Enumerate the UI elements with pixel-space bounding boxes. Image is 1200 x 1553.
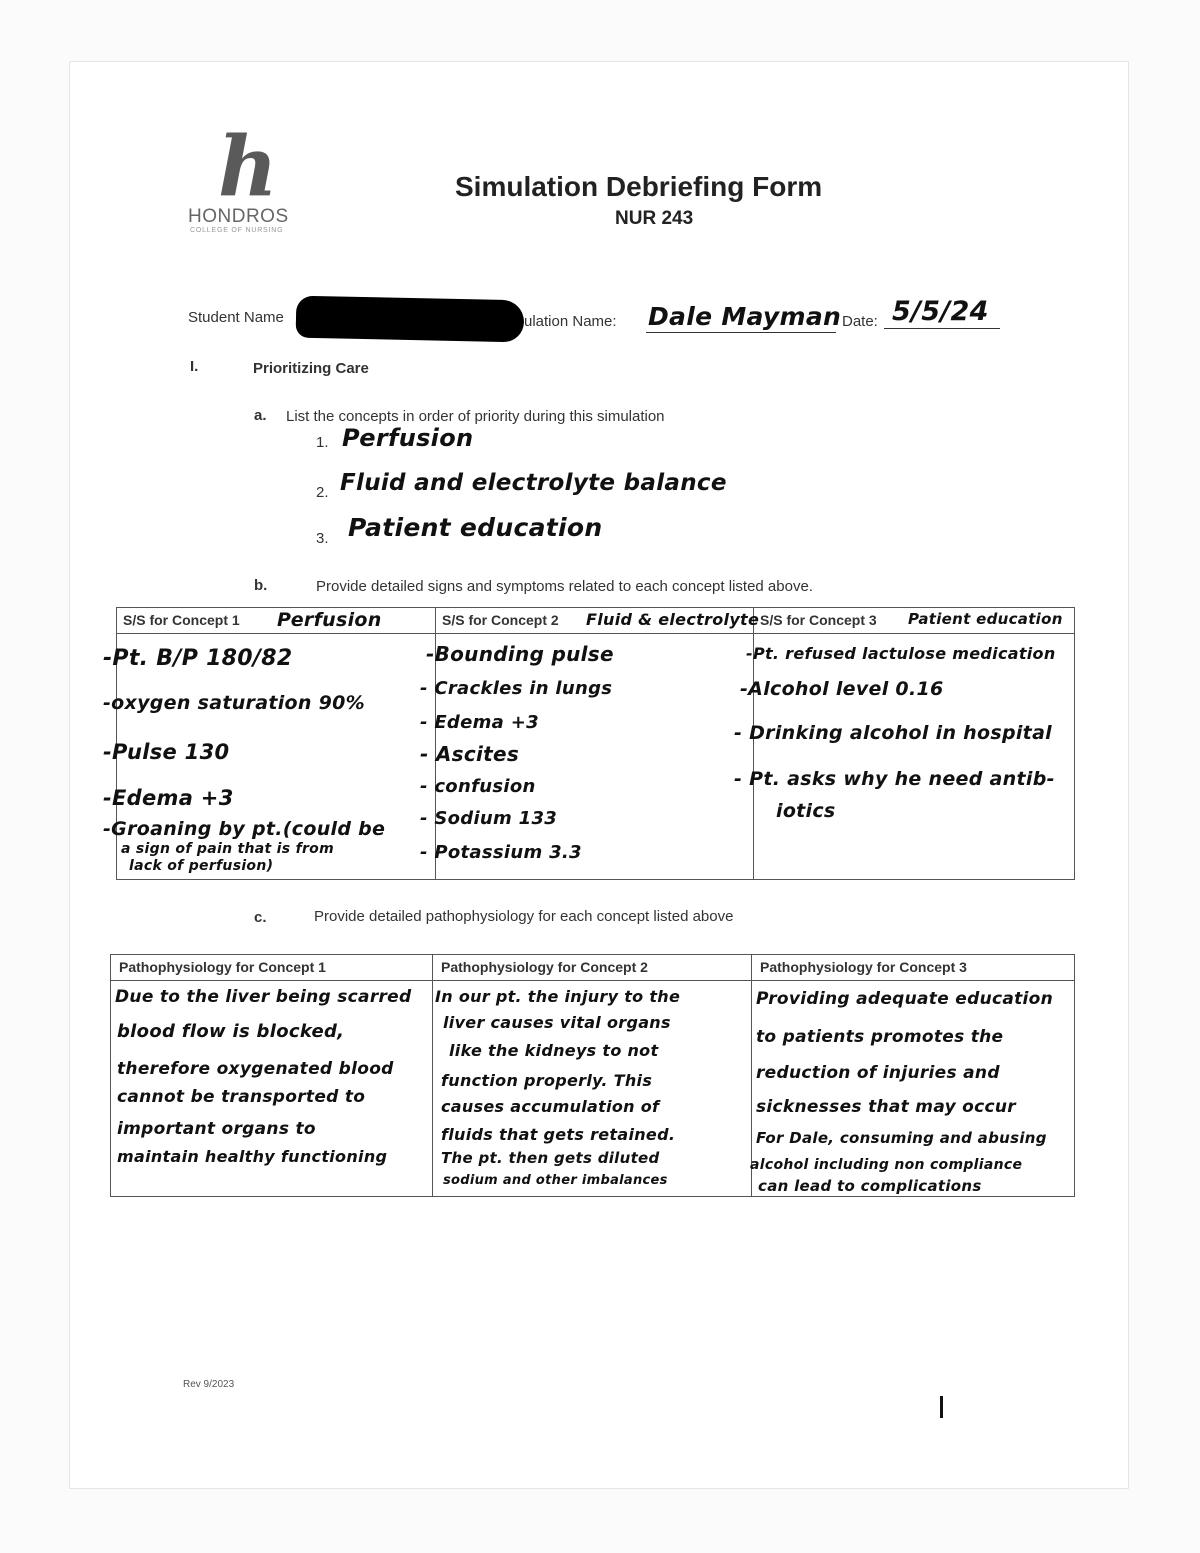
ss-entry[interactable]: -Pt. refused lactulose medication (746, 644, 1056, 663)
patho-header-concept-3 (752, 955, 1075, 981)
ss-entry[interactable]: -Pulse 130 (103, 740, 230, 764)
redaction-mark (296, 296, 525, 343)
ss-entry[interactable]: -Edema +3 (103, 786, 234, 810)
patho-line[interactable]: reduction of injuries and (756, 1063, 1000, 1083)
patho-line[interactable]: The pt. then gets diluted (441, 1149, 660, 1167)
ss-header-concept-1 (117, 608, 436, 634)
logo-subtitle: COLLEGE OF NURSING (190, 227, 284, 234)
patho-line[interactable]: blood flow is blocked, (117, 1021, 345, 1042)
patho-line[interactable]: alcohol including non compliance (750, 1157, 1023, 1173)
ss-entry[interactable]: -oxygen saturation 90% (103, 692, 366, 714)
ss-entry[interactable]: -Groaning by pt.(could be (103, 818, 386, 840)
priority-number-3: 3. (316, 530, 329, 547)
ss-entry[interactable]: - Ascites (420, 742, 520, 766)
section-title: Prioritizing Care (253, 360, 369, 377)
part-a-letter: a. (254, 407, 267, 424)
page-mark-text: 1 (960, 1398, 961, 1399)
page-mark (940, 1396, 943, 1418)
ss-entry[interactable]: - Crackles in lungs (420, 678, 613, 699)
patho-column-1 (111, 981, 433, 1197)
ss-entry[interactable]: - Drinking alcohol in hospital (734, 722, 1053, 744)
course-code: NUR 243 (615, 208, 694, 229)
patho-line[interactable]: cannot be transported to (117, 1087, 366, 1107)
patho-line[interactable]: fluids that gets retained. (441, 1125, 676, 1144)
simulation-name-label: ulation Name: (524, 313, 617, 330)
patho-line[interactable]: can lead to complications (758, 1177, 982, 1195)
patho-header-label-1: Pathophysiology for Concept 1 (119, 959, 326, 975)
patho-line[interactable]: For Dale, consuming and abusing (756, 1129, 1047, 1147)
part-b-prompt: Provide detailed signs and symptoms related to each concept listed above. (316, 578, 813, 595)
patho-line[interactable]: therefore oxygenated blood (117, 1059, 394, 1079)
priority-item-3[interactable]: Patient education (348, 513, 603, 542)
ss-header-label-3: S/S for Concept 3 (760, 612, 877, 628)
patho-header-label-2: Pathophysiology for Concept 2 (441, 959, 648, 975)
patho-header-concept-1 (111, 955, 433, 981)
ss-entry[interactable]: -Alcohol level 0.16 (740, 678, 944, 700)
patho-line[interactable]: causes accumulation of (441, 1097, 660, 1116)
ss-column-2 (420, 634, 754, 880)
ss-header-concept-3 (754, 608, 1075, 634)
pathophysiology-table (110, 954, 1075, 1197)
ss-entry[interactable]: - Potassium 3.3 (420, 842, 582, 863)
patho-header-concept-2 (433, 955, 752, 981)
ss-entry[interactable]: - Edema +3 (420, 712, 539, 733)
ss-column-1 (103, 634, 436, 880)
date-label: Date: (842, 313, 878, 330)
date-value[interactable]: 5/5/24 (892, 296, 989, 327)
date-underline (884, 328, 1000, 329)
priority-number-2: 2. (316, 484, 329, 501)
logo-name: HONDROS (188, 206, 289, 227)
part-c-prompt: Provide detailed pathophysiology for each concept listed above (314, 908, 734, 925)
ss-entry[interactable]: - Sodium 133 (420, 808, 558, 829)
page-title: Simulation Debriefing Form (455, 171, 823, 202)
ss-entry[interactable]: iotics (776, 800, 836, 822)
patho-header-label-3: Pathophysiology for Concept 3 (760, 959, 967, 975)
ss-header-label-2: S/S for Concept 2 (442, 612, 559, 628)
priority-number-1: 1. (316, 434, 329, 451)
section-number: I. (190, 358, 199, 375)
patho-line[interactable]: sicknesses that may occur (756, 1097, 1016, 1117)
patho-line[interactable]: liver causes vital organs (443, 1013, 671, 1032)
ss-header-handwritten-1[interactable]: Perfusion (277, 609, 382, 631)
patho-line[interactable]: to patients promotes the (756, 1027, 1004, 1047)
ss-header-handwritten-2[interactable]: Fluid & electrolyte (586, 610, 760, 629)
ss-entry[interactable]: -Pt. B/P 180/82 (103, 646, 293, 671)
priority-item-2[interactable]: Fluid and electrolyte balance (340, 470, 727, 496)
patho-line[interactable]: like the kidneys to not (449, 1041, 659, 1060)
ss-entry[interactable]: a sign of pain that is from (121, 841, 334, 857)
patho-line[interactable]: Providing adequate education (756, 989, 1054, 1009)
ss-column-3 (734, 634, 1075, 880)
patho-line[interactable]: maintain healthy functioning (117, 1147, 388, 1166)
ss-entry[interactable]: - confusion (420, 776, 536, 797)
patho-line[interactable]: function properly. This (441, 1071, 653, 1090)
ss-entry[interactable]: - Pt. asks why he need antib- (734, 768, 1055, 790)
part-a-prompt: List the concepts in order of priority during this simulation (286, 408, 665, 425)
ss-entry[interactable]: -Bounding pulse (426, 642, 614, 666)
patho-line[interactable]: sodium and other imbalances (443, 1173, 668, 1188)
signs-symptoms-table (103, 607, 1075, 880)
patho-line[interactable]: Due to the liver being scarred (115, 987, 412, 1007)
patho-line[interactable]: important organs to (117, 1119, 316, 1139)
simulation-name-value[interactable]: Dale Mayman (648, 302, 842, 331)
patho-column-2 (433, 981, 752, 1197)
hondros-logo-mark: h (218, 119, 278, 215)
ss-header-handwritten-3[interactable]: Patient education (908, 610, 1063, 628)
patho-column-3 (752, 981, 1075, 1197)
priority-item-1[interactable]: Perfusion (342, 424, 474, 452)
ss-header-concept-2 (436, 608, 760, 634)
student-name-label: Student Name (188, 309, 284, 326)
ss-entry[interactable]: lack of perfusion) (129, 858, 274, 874)
part-b-letter: b. (254, 577, 268, 594)
part-c-letter: c. (254, 909, 267, 926)
ss-header-label-1: S/S for Concept 1 (123, 612, 240, 628)
simulation-name-underline (646, 332, 836, 333)
revision-label: Rev 9/2023 (183, 1379, 235, 1390)
patho-line[interactable]: In our pt. the injury to the (435, 987, 681, 1006)
